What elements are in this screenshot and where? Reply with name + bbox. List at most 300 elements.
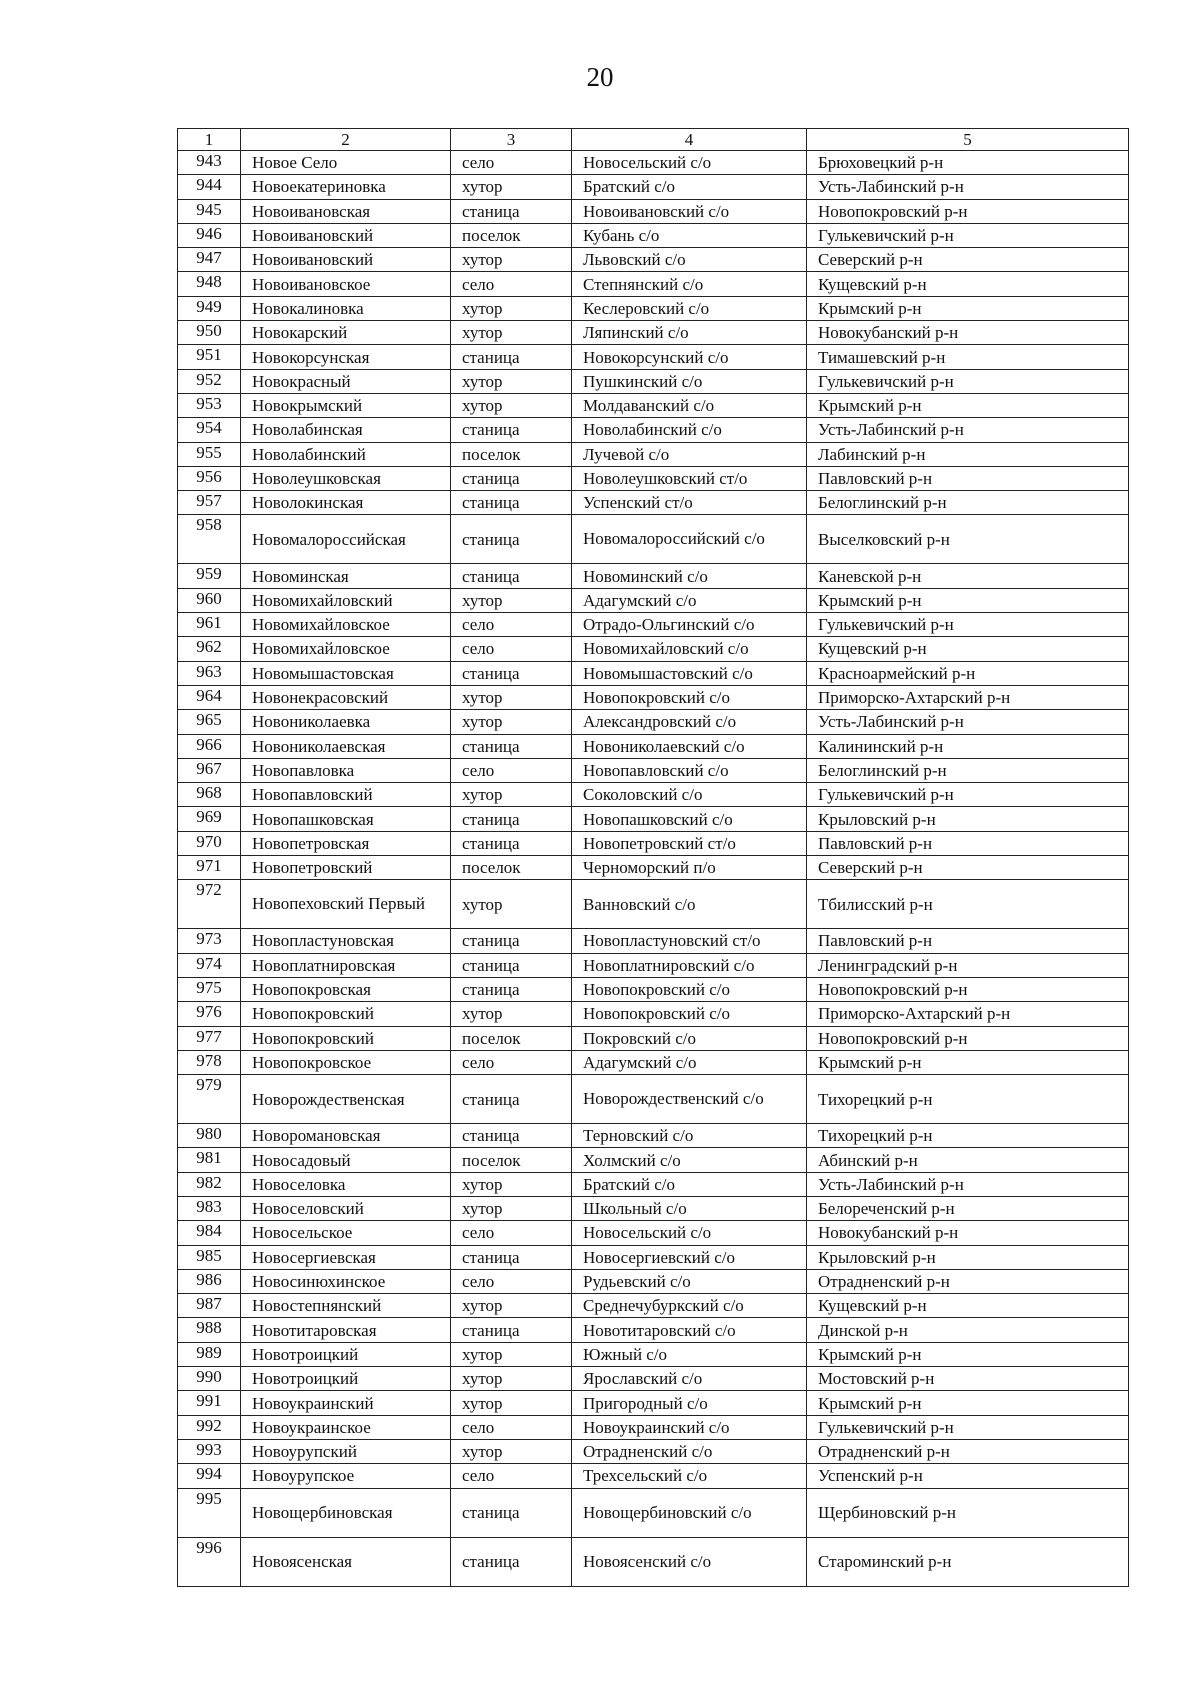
district: Усть-Лабинский р-н	[807, 418, 1129, 442]
district: Мостовский р-н	[807, 1367, 1129, 1391]
column-header-4: 4	[572, 129, 807, 151]
district: Гулькевичский р-н	[807, 783, 1129, 807]
table-row	[178, 734, 1129, 758]
council: Ярославский с/о	[572, 1367, 807, 1391]
settlement-type: поселок	[451, 1026, 572, 1050]
settlement-name: Новотроицкий	[241, 1367, 451, 1391]
table-row	[178, 369, 1129, 393]
settlement-name: Новопластуновская	[241, 929, 451, 953]
settlement-type: село	[451, 1269, 572, 1293]
settlement-name: Новоукраинский	[241, 1391, 451, 1415]
settlement-name: Новощербиновская	[241, 1488, 451, 1537]
table-row	[178, 831, 1129, 855]
settlement-type: село	[451, 1415, 572, 1439]
row-number: 966	[178, 734, 241, 758]
settlement-type: хутор	[451, 588, 572, 612]
district: Отрадненский р-н	[807, 1439, 1129, 1463]
settlement-type: станица	[451, 1488, 572, 1537]
district: Выселковский р-н	[807, 515, 1129, 564]
council: Александровский с/о	[572, 710, 807, 734]
row-number: 949	[178, 296, 241, 320]
table-row	[178, 588, 1129, 612]
district: Отрадненский р-н	[807, 1269, 1129, 1293]
settlement-name: Новомалороссийская	[241, 515, 451, 564]
column-header-1: 1	[178, 129, 241, 151]
settlement-type: хутор	[451, 296, 572, 320]
settlement-name: Новокрымский	[241, 393, 451, 417]
table-row	[178, 515, 1129, 564]
council: Новопетровский ст/о	[572, 831, 807, 855]
council: Ляпинский с/о	[572, 321, 807, 345]
row-number: 960	[178, 588, 241, 612]
row-number: 956	[178, 466, 241, 490]
row-number: 971	[178, 856, 241, 880]
council: Новопокровский с/о	[572, 685, 807, 709]
row-number: 980	[178, 1124, 241, 1148]
settlement-name: Новоселовка	[241, 1172, 451, 1196]
council: Новотитаровский с/о	[572, 1318, 807, 1342]
settlement-type: село	[451, 1221, 572, 1245]
settlement-type: станица	[451, 977, 572, 1001]
council: Степнянский с/о	[572, 272, 807, 296]
district: Тихорецкий р-н	[807, 1124, 1129, 1148]
settlement-name: Новоурупское	[241, 1464, 451, 1488]
table-row	[178, 248, 1129, 272]
row-number: 985	[178, 1245, 241, 1269]
council: Новокорсунский с/о	[572, 345, 807, 369]
council: Покровский с/о	[572, 1026, 807, 1050]
table-row	[178, 1002, 1129, 1026]
council: Новомихайловский с/о	[572, 637, 807, 661]
council: Южный с/о	[572, 1342, 807, 1366]
table-row	[178, 564, 1129, 588]
council: Кеслеровский с/о	[572, 296, 807, 320]
settlement-type: хутор	[451, 685, 572, 709]
settlement-name: Новонекрасовский	[241, 685, 451, 709]
council: Новощербиновский с/о	[572, 1488, 807, 1537]
table-row	[178, 685, 1129, 709]
row-number: 969	[178, 807, 241, 831]
council: Новопашковский с/о	[572, 807, 807, 831]
table-row	[178, 758, 1129, 782]
settlement-type: станица	[451, 929, 572, 953]
settlement-name: Новое Село	[241, 151, 451, 175]
council: Терновский с/о	[572, 1124, 807, 1148]
district: Новокубанский р-н	[807, 321, 1129, 345]
settlement-type: станица	[451, 345, 572, 369]
settlement-name: Новорождественская	[241, 1075, 451, 1124]
row-number: 965	[178, 710, 241, 734]
table-row	[178, 977, 1129, 1001]
row-number: 981	[178, 1148, 241, 1172]
settlement-type: село	[451, 151, 572, 175]
settlement-name: Новолабинский	[241, 442, 451, 466]
council: Новопавловский с/о	[572, 758, 807, 782]
settlement-type: станица	[451, 661, 572, 685]
district: Щербиновский р-н	[807, 1488, 1129, 1537]
row-number: 952	[178, 369, 241, 393]
settlement-name: Новопетровский	[241, 856, 451, 880]
table-row	[178, 637, 1129, 661]
district: Крымский р-н	[807, 393, 1129, 417]
district: Приморско-Ахтарский р-н	[807, 1002, 1129, 1026]
settlement-type: станица	[451, 831, 572, 855]
district: Белоглинский р-н	[807, 491, 1129, 515]
district: Гулькевичский р-н	[807, 613, 1129, 637]
table-row	[178, 1075, 1129, 1124]
council: Лучевой с/о	[572, 442, 807, 466]
district: Гулькевичский р-н	[807, 1415, 1129, 1439]
district: Крымский р-н	[807, 588, 1129, 612]
council: Новосергиевский с/о	[572, 1245, 807, 1269]
district: Павловский р-н	[807, 466, 1129, 490]
row-number: 986	[178, 1269, 241, 1293]
district: Гулькевичский р-н	[807, 369, 1129, 393]
settlement-name: Новокрасный	[241, 369, 451, 393]
settlement-type: хутор	[451, 369, 572, 393]
row-number: 991	[178, 1391, 241, 1415]
table-row	[178, 1415, 1129, 1439]
council: Братский с/о	[572, 1172, 807, 1196]
row-number: 948	[178, 272, 241, 296]
settlement-name: Новостепнянский	[241, 1294, 451, 1318]
table-row	[178, 393, 1129, 417]
council: Пригородный с/о	[572, 1391, 807, 1415]
settlement-type: станица	[451, 564, 572, 588]
council: Новоплатнировский с/о	[572, 953, 807, 977]
settlement-name: Новоясенская	[241, 1537, 451, 1586]
settlement-type: станица	[451, 1124, 572, 1148]
district: Тихорецкий р-н	[807, 1075, 1129, 1124]
district: Павловский р-н	[807, 929, 1129, 953]
table-row	[178, 1537, 1129, 1586]
district: Абинский р-н	[807, 1148, 1129, 1172]
table-row	[178, 1245, 1129, 1269]
council: Новоивановский с/о	[572, 199, 807, 223]
row-number: 950	[178, 321, 241, 345]
council: Новоясенский с/о	[572, 1537, 807, 1586]
settlement-type: село	[451, 613, 572, 637]
row-number: 962	[178, 637, 241, 661]
settlements-table	[177, 128, 1129, 1587]
settlement-name: Новониколаевская	[241, 734, 451, 758]
settlement-name: Новопавловский	[241, 783, 451, 807]
table-row	[178, 1488, 1129, 1537]
district: Новопокровский р-н	[807, 977, 1129, 1001]
settlement-type: хутор	[451, 1391, 572, 1415]
district: Крымский р-н	[807, 1391, 1129, 1415]
settlement-type: поселок	[451, 1148, 572, 1172]
settlement-type: хутор	[451, 1172, 572, 1196]
district: Тимашевский р-н	[807, 345, 1129, 369]
table-row	[178, 807, 1129, 831]
table-row	[178, 1391, 1129, 1415]
table-row	[178, 953, 1129, 977]
settlement-type: станица	[451, 515, 572, 564]
district: Лабинский р-н	[807, 442, 1129, 466]
council: Новолабинский с/о	[572, 418, 807, 442]
table-row	[178, 296, 1129, 320]
settlement-name: Новосадовый	[241, 1148, 451, 1172]
table-row	[178, 1464, 1129, 1488]
settlement-name: Новокалиновка	[241, 296, 451, 320]
row-number: 988	[178, 1318, 241, 1342]
district: Ленинградский р-н	[807, 953, 1129, 977]
district: Успенский р-н	[807, 1464, 1129, 1488]
settlement-name: Новолеушковская	[241, 466, 451, 490]
table-row	[178, 1196, 1129, 1220]
council: Новоукраинский с/о	[572, 1415, 807, 1439]
settlement-type: станица	[451, 199, 572, 223]
settlement-type: хутор	[451, 1002, 572, 1026]
district: Динской р-н	[807, 1318, 1129, 1342]
row-number: 958	[178, 515, 241, 564]
row-number: 947	[178, 248, 241, 272]
council: Школьный с/о	[572, 1196, 807, 1220]
settlement-name: Новосельское	[241, 1221, 451, 1245]
row-number: 984	[178, 1221, 241, 1245]
settlement-name: Новокорсунская	[241, 345, 451, 369]
row-number: 945	[178, 199, 241, 223]
table-row	[178, 466, 1129, 490]
settlement-name: Новоплатнировская	[241, 953, 451, 977]
row-number: 975	[178, 977, 241, 1001]
council: Пушкинский с/о	[572, 369, 807, 393]
table-row	[178, 175, 1129, 199]
settlement-name: Новопокровский	[241, 1026, 451, 1050]
row-number: 994	[178, 1464, 241, 1488]
council: Новониколаевский с/о	[572, 734, 807, 758]
settlement-type: хутор	[451, 1367, 572, 1391]
district: Усть-Лабинский р-н	[807, 1172, 1129, 1196]
council: Братский с/о	[572, 175, 807, 199]
settlement-name: Новокарский	[241, 321, 451, 345]
table-row	[178, 1221, 1129, 1245]
settlement-name: Новоукраинское	[241, 1415, 451, 1439]
district: Северский р-н	[807, 248, 1129, 272]
row-number: 959	[178, 564, 241, 588]
settlement-type: станица	[451, 1245, 572, 1269]
settlement-type: хутор	[451, 321, 572, 345]
council: Молдаванский с/о	[572, 393, 807, 417]
table-row	[178, 1124, 1129, 1148]
settlement-type: станица	[451, 1318, 572, 1342]
table-row	[178, 1367, 1129, 1391]
settlement-name: Новоивановская	[241, 199, 451, 223]
table-row	[178, 929, 1129, 953]
district: Белоглинский р-н	[807, 758, 1129, 782]
table-row	[178, 1342, 1129, 1366]
district: Староминский р-н	[807, 1537, 1129, 1586]
council: Новоминский с/о	[572, 564, 807, 588]
settlement-name: Новопеховский Первый	[241, 880, 451, 929]
council: Соколовский с/о	[572, 783, 807, 807]
settlement-name: Новосинюхинское	[241, 1269, 451, 1293]
table-row	[178, 345, 1129, 369]
row-number: 982	[178, 1172, 241, 1196]
settlement-name: Новоселовский	[241, 1196, 451, 1220]
district: Гулькевичский р-н	[807, 223, 1129, 247]
council: Львовский с/о	[572, 248, 807, 272]
council: Ванновский с/о	[572, 880, 807, 929]
row-number: 953	[178, 393, 241, 417]
row-number: 963	[178, 661, 241, 685]
row-number: 973	[178, 929, 241, 953]
district: Крыловский р-н	[807, 807, 1129, 831]
row-number: 990	[178, 1367, 241, 1391]
row-number: 978	[178, 1050, 241, 1074]
settlement-name: Новолокинская	[241, 491, 451, 515]
council: Новопокровский с/о	[572, 1002, 807, 1026]
settlement-type: станица	[451, 1537, 572, 1586]
council: Новолеушковский ст/о	[572, 466, 807, 490]
page-number: 20	[586, 62, 614, 92]
settlement-name: Новоивановский	[241, 223, 451, 247]
row-number: 957	[178, 491, 241, 515]
table-row	[178, 1026, 1129, 1050]
district: Кущевский р-н	[807, 637, 1129, 661]
row-number: 992	[178, 1415, 241, 1439]
council: Адагумский с/о	[572, 588, 807, 612]
column-header-3: 3	[451, 129, 572, 151]
row-number: 944	[178, 175, 241, 199]
settlement-type: село	[451, 637, 572, 661]
table-row	[178, 151, 1129, 175]
settlement-name: Новониколаевка	[241, 710, 451, 734]
table-row	[178, 783, 1129, 807]
district: Тбилисский р-н	[807, 880, 1129, 929]
settlement-type: хутор	[451, 1439, 572, 1463]
settlement-name: Новотроицкий	[241, 1342, 451, 1366]
council: Отрадненский с/о	[572, 1439, 807, 1463]
settlement-name: Новоромановская	[241, 1124, 451, 1148]
settlement-type: хутор	[451, 880, 572, 929]
table-row	[178, 1439, 1129, 1463]
settlement-type: станица	[451, 466, 572, 490]
settlement-name: Новоминская	[241, 564, 451, 588]
column-header-2: 2	[241, 129, 451, 151]
settlement-type: хутор	[451, 783, 572, 807]
district: Северский р-н	[807, 856, 1129, 880]
district: Кущевский р-н	[807, 1294, 1129, 1318]
settlement-name: Новоивановское	[241, 272, 451, 296]
council: Новомалороссийский с/о	[572, 515, 807, 564]
row-number: 983	[178, 1196, 241, 1220]
district: Крымский р-н	[807, 1050, 1129, 1074]
row-number: 961	[178, 613, 241, 637]
row-number: 946	[178, 223, 241, 247]
district: Новопокровский р-н	[807, 1026, 1129, 1050]
row-number: 996	[178, 1537, 241, 1586]
settlement-type: станица	[451, 734, 572, 758]
table-row	[178, 856, 1129, 880]
settlement-type: станица	[451, 807, 572, 831]
council: Трехсельский с/о	[572, 1464, 807, 1488]
settlement-type: хутор	[451, 393, 572, 417]
council: Новосельский с/о	[572, 1221, 807, 1245]
row-number: 964	[178, 685, 241, 709]
district: Брюховецкий р-н	[807, 151, 1129, 175]
district: Красноармейский р-н	[807, 661, 1129, 685]
council: Новорождественский с/о	[572, 1075, 807, 1124]
district: Крыловский р-н	[807, 1245, 1129, 1269]
settlement-type: хутор	[451, 1196, 572, 1220]
settlement-type: станица	[451, 418, 572, 442]
row-number: 968	[178, 783, 241, 807]
settlement-name: Новоекатериновка	[241, 175, 451, 199]
council: Среднечубуркский с/о	[572, 1294, 807, 1318]
table-row	[178, 199, 1129, 223]
council: Черноморский п/о	[572, 856, 807, 880]
settlement-name: Новомихайловский	[241, 588, 451, 612]
district: Каневской р-н	[807, 564, 1129, 588]
district: Калининский р-н	[807, 734, 1129, 758]
settlement-name: Новолабинская	[241, 418, 451, 442]
table-row	[178, 1269, 1129, 1293]
row-number: 995	[178, 1488, 241, 1537]
district: Павловский р-н	[807, 831, 1129, 855]
settlement-type: поселок	[451, 223, 572, 247]
table-row	[178, 661, 1129, 685]
district: Кущевский р-н	[807, 272, 1129, 296]
settlement-name: Новомихайловское	[241, 637, 451, 661]
council: Новопластуновский ст/о	[572, 929, 807, 953]
settlement-type: поселок	[451, 856, 572, 880]
district: Усть-Лабинский р-н	[807, 175, 1129, 199]
row-number: 977	[178, 1026, 241, 1050]
row-number: 987	[178, 1294, 241, 1318]
settlement-name: Новопокровская	[241, 977, 451, 1001]
row-number: 954	[178, 418, 241, 442]
row-number: 955	[178, 442, 241, 466]
settlement-name: Новотитаровская	[241, 1318, 451, 1342]
table-body	[178, 151, 1129, 1587]
settlement-name: Новопашковская	[241, 807, 451, 831]
district: Приморско-Ахтарский р-н	[807, 685, 1129, 709]
column-header-5: 5	[807, 129, 1129, 151]
table-row	[178, 710, 1129, 734]
district: Новопокровский р-н	[807, 199, 1129, 223]
table-row	[178, 442, 1129, 466]
row-number: 970	[178, 831, 241, 855]
council: Новосельский с/о	[572, 151, 807, 175]
table-row	[178, 491, 1129, 515]
row-number: 979	[178, 1075, 241, 1124]
row-number: 974	[178, 953, 241, 977]
settlement-type: хутор	[451, 710, 572, 734]
settlement-type: станица	[451, 953, 572, 977]
row-number: 976	[178, 1002, 241, 1026]
table-row	[178, 1050, 1129, 1074]
row-number: 943	[178, 151, 241, 175]
settlement-name: Новоурупский	[241, 1439, 451, 1463]
table-row	[178, 272, 1129, 296]
council: Новомышастовский с/о	[572, 661, 807, 685]
settlement-name: Новопокровское	[241, 1050, 451, 1074]
table-row	[178, 1172, 1129, 1196]
table-row	[178, 223, 1129, 247]
settlement-type: село	[451, 758, 572, 782]
district: Крымский р-н	[807, 1342, 1129, 1366]
council: Адагумский с/о	[572, 1050, 807, 1074]
settlement-type: хутор	[451, 248, 572, 272]
table-header-row	[178, 129, 1129, 151]
settlement-type: станица	[451, 491, 572, 515]
table-row	[178, 880, 1129, 929]
settlement-type: село	[451, 1050, 572, 1074]
table-row	[178, 1148, 1129, 1172]
row-number: 972	[178, 880, 241, 929]
